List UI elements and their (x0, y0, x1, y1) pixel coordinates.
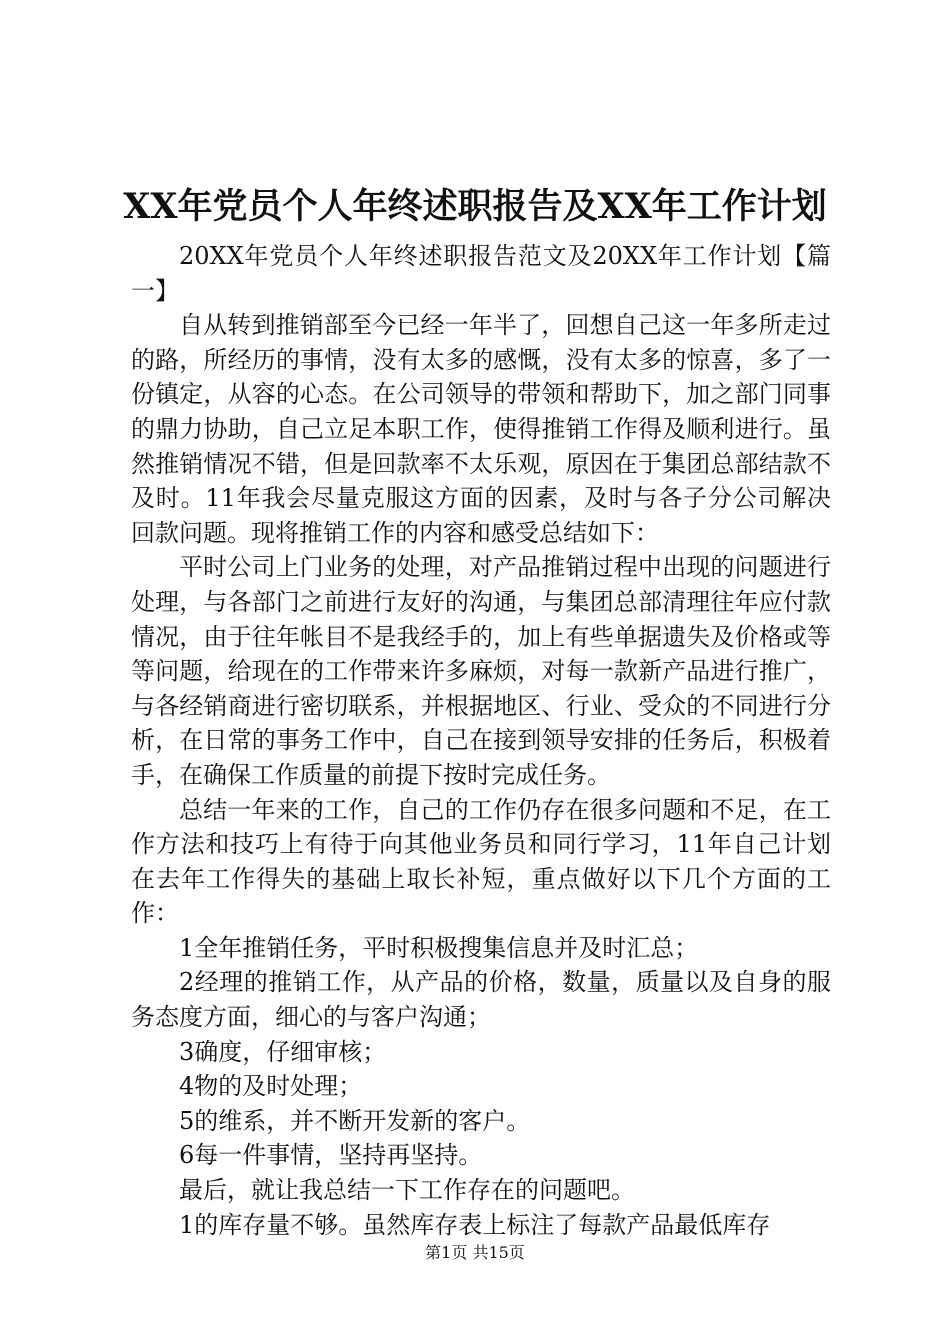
paragraph-subtitle: 20XX年党员个人年终述职报告范文及20XX年工作计划【篇一】 (131, 242, 831, 305)
document-body (131, 239, 831, 1242)
list-item: 1全年推销任务，平时积极搜集信息并及时汇总； (179, 933, 699, 962)
document-title: XX年党员个人年终述职报告及XX年工作计划 (123, 186, 827, 227)
paragraph: 最后，就让我总结一下工作存在的问题吧。 (179, 1176, 635, 1205)
list-item: 1的库存量不够。虽然库存表上标注了每款产品最低库存 (179, 1210, 771, 1239)
list-item: 2经理的推销工作，从产品的价格，数量，质量以及自身的服务态度方面，细心的与客户沟通； (131, 968, 831, 1032)
paragraph: 自从转到推销部至今已经一年半了，回想自己这一年多所走过的路，所经历的事情，没有太多的感慨，没有太多的惊喜，多了一份镇定，从容的心态。在公司领导的带领和帮助下，加之部门同事的鼎力协助，自己立足本职工作，使得推销工作得及顺利进行。虽然推销情况不错，但是回款率不太乐观，原因在于集团总部结款不及时。11年我会尽量克服这方面的因素，及时与各子分公司解决回款问题。现将推销工作的内容和感受总结如下： (131, 311, 831, 547)
list-item: 3确度，仔细审核； (179, 1037, 387, 1066)
list-item: 5的维系，并不断开发新的客户。 (179, 1106, 531, 1135)
paragraph: 总结一年来的工作，自己的工作仍存在很多问题和不足，在工作方法和技巧上有待于向其他业务员和同行学习，11年自己计划在去年工作得失的基础上取长补短，重点做好以下几个方面的工作： (131, 795, 831, 928)
page-footer: 第1页 共15页 (425, 1243, 525, 1262)
paragraph: 平时公司上门业务的处理，对产品推销过程中出现的问题进行处理，与各部门之前进行友好的沟通，与集团总部清理往年应付款情况，由于往年帐目不是我经手的，加上有些单据遗失及价格或等等问题，给现在的工作带来许多麻烦，对每一款新产品进行推广，与各经销商进行密切联系，并根据地区、行业、受众的不同进行分析，在日常的事务工作中，自己在接到领导安排的任务后，积极着手，在确保工作质量的前提下按时完成任务。 (131, 553, 831, 789)
list-item: 4物的及时处理； (179, 1072, 363, 1101)
list-item: 6每一件事情，坚持再坚持。 (179, 1141, 483, 1170)
